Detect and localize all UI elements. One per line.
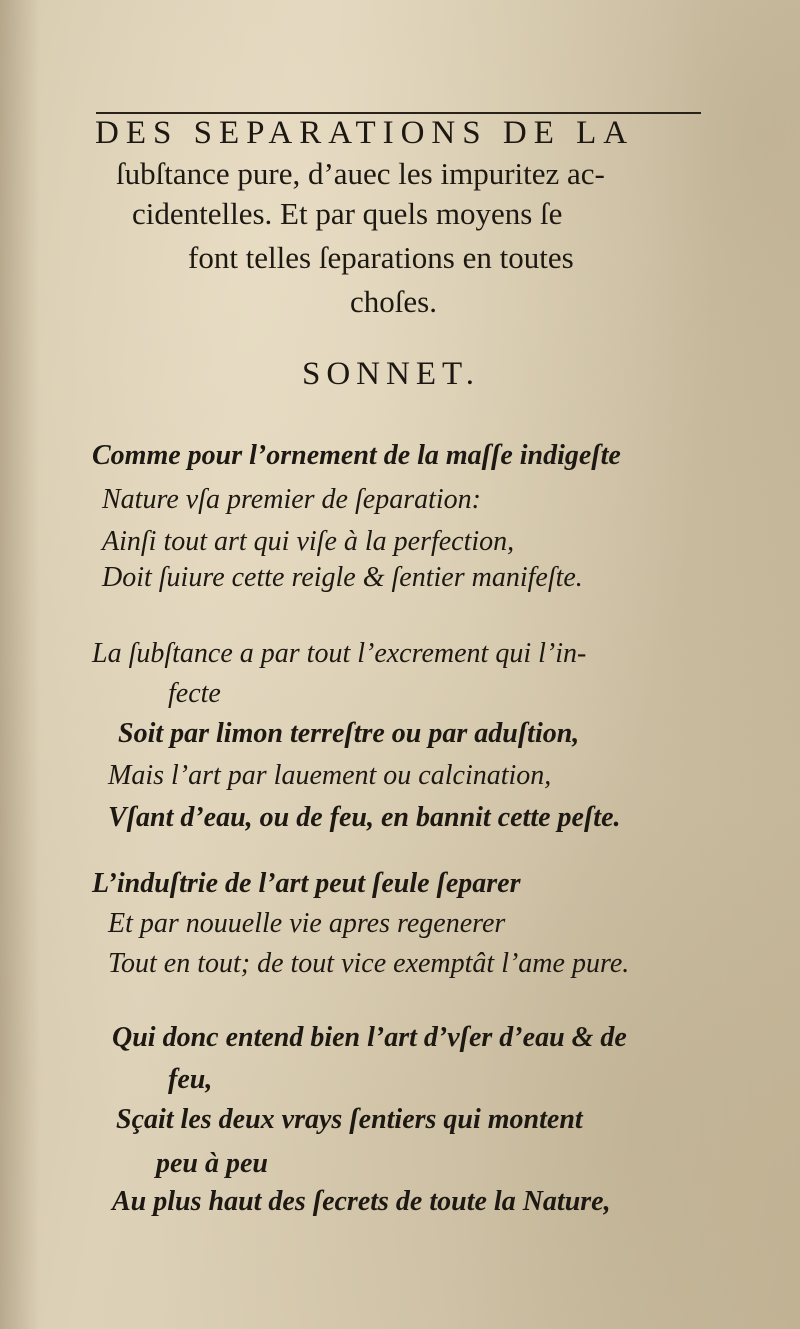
verse-line: fecte: [168, 678, 221, 709]
subtitle-line-1: ſubſtance pure, d’auec les impuritez ac-: [116, 156, 605, 191]
verse-line: Doit ſuiure cette reigle & ſentier manifeſte.: [102, 562, 583, 593]
verse-line: Tout en tout; de tout vice exemptât l’ame pure.: [108, 948, 630, 979]
verse-line: Qui donc entend bien l’art d’vſer d’eau & de: [112, 1022, 627, 1053]
subtitle-line-2: cidentelles. Et par quels moyens ſe: [132, 196, 563, 231]
verse-line: L’induſtrie de l’art peut ſeule ſeparer: [92, 868, 521, 899]
verse-line: La ſubſtance a par tout l’excrement qui l’in-: [92, 638, 587, 669]
verse-line: Soit par limon terreſtre ou par aduſtion,: [118, 718, 580, 749]
verse-line: Vſant d’eau, ou de feu, en bannit cette peſte.: [108, 802, 621, 833]
subtitle-line-3: font telles ſeparations en toutes: [188, 240, 574, 275]
verse-line: Au plus haut des ſecrets de toute la Nature,: [112, 1186, 611, 1217]
verse-line: peu à peu: [156, 1148, 268, 1179]
verse-line: Sçait les deux vrays ſentiers qui montent: [116, 1104, 583, 1135]
page-gutter-shadow: [0, 0, 40, 1329]
verse-line: Comme pour l’ornement de la maſſe indigeſte: [92, 440, 621, 471]
chapter-heading: DES SEPARATIONS DE LA: [95, 115, 635, 151]
verse-line: Nature vſa premier de ſeparation:: [102, 484, 481, 515]
subtitle-line-4: choſes.: [350, 284, 437, 319]
verse-line: feu,: [168, 1064, 213, 1095]
verse-line: Et par nouuelle vie apres regenerer: [108, 908, 506, 939]
verse-line: Ainſi tout art qui viſe à la perfection,: [102, 526, 515, 557]
sonnet-title: SONNET.: [302, 356, 480, 392]
verse-line: Mais l’art par lauement ou calcination,: [108, 760, 552, 791]
